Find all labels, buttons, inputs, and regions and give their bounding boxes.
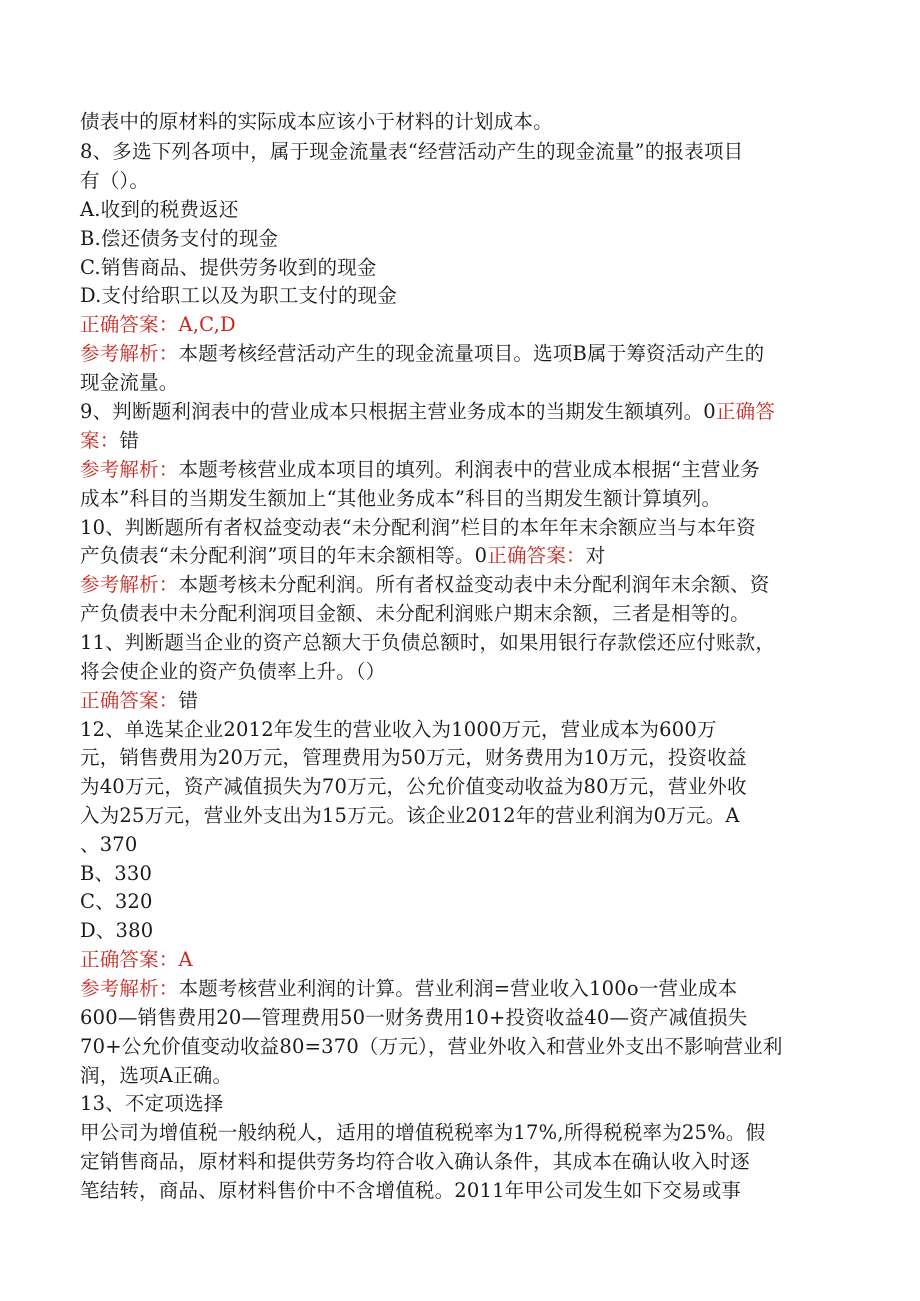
question-9: 9、判断题利润表中的营业成本只根据主营业务成本的当期发生额填列。0正确答 bbox=[80, 400, 776, 423]
option-b: B.偿还债务支付的现金 bbox=[80, 227, 279, 250]
text-line: 600—销售费用20—管理费用50一财务费用10+投资收益40—资产减值损失 bbox=[80, 1006, 748, 1029]
text-line: 元，销售费用为20万元，管理费用为50万元，财务费用为10万元，投资收益 bbox=[80, 746, 747, 769]
text-line: 现金流量。 bbox=[80, 371, 179, 394]
text-line: 为40万元，资产减值损失为70万元，公允价值变动收益为80万元，营业外收 bbox=[80, 775, 747, 798]
correct-answer: 正确答案：错 bbox=[80, 689, 199, 712]
text-line: 入为25万元，营业外支出为15万元。该企业2012年的营业利润为0万元。A bbox=[80, 804, 740, 827]
question-8: 8、多选下列各项中，属于现金流量表“经营活动产生的现金流量”的报表项目 bbox=[80, 140, 744, 163]
text-line: 将会使企业的资产负债率上升。（） bbox=[80, 660, 386, 683]
text-line: 润，选项A正确。 bbox=[80, 1064, 233, 1087]
question-12: 12、单选某企业2012年发生的营业收入为1000万元，营业成本为600万 bbox=[80, 718, 717, 741]
correct-answer: 案：错 bbox=[80, 429, 140, 452]
correct-answer: 正确答案：A,C,D bbox=[80, 313, 236, 336]
text-line: 成本”科目的当期发生额加上“其他业务成本”科目的当期发生额计算填列。 bbox=[80, 487, 722, 510]
option-d: D、380 bbox=[80, 919, 154, 942]
option-c: C、320 bbox=[80, 890, 153, 913]
option-a: A.收到的税费返还 bbox=[80, 198, 239, 221]
text-line: 产负债表中未分配利润项目金额、未分配利润账户期末余额，三者是相等的。 bbox=[80, 602, 750, 625]
text-line: 定销售商品，原材料和提供劳务均符合收入确认条件，其成本在确认收入时逐 bbox=[80, 1150, 750, 1173]
analysis: 参考解析：本题考核未分配利润。所有者权益变动表中未分配利润年末余额、资 bbox=[80, 573, 770, 596]
question-11: 11、判断题当企业的资产总额大于负债总额时，如果用银行存款偿还应付账款， bbox=[80, 631, 776, 654]
text-line: 甲公司为增值税一般纳税人，适用的增值税税率为17%,所得税税率为25%。假 bbox=[80, 1121, 766, 1144]
option-a: 、370 bbox=[80, 833, 138, 856]
correct-answer: 正确答案：A bbox=[80, 948, 193, 971]
text-line: 70+公允价值变动收益80=370（万元），营业外收入和营业外支出不影响营业利 bbox=[80, 1035, 783, 1058]
text-line: 债表中的原材料的实际成本应该小于材料的计划成本。 bbox=[80, 110, 553, 133]
option-d: D.支付给职工以及为职工支付的现金 bbox=[80, 284, 398, 307]
analysis: 参考解析：本题考核经营活动产生的现金流量项目。选项B属于筹资活动产生的 bbox=[80, 342, 765, 365]
text-line: 笔结转，商品、原材料售价中不含增值税。2011年甲公司发生如下交易或事 bbox=[80, 1179, 742, 1202]
analysis: 参考解析：本题考核营业成本项目的填列。利润表中的营业成本根据“主营业务 bbox=[80, 458, 760, 481]
text-line: 产负债表“未分配利润”项目的年末余额相等。0正确答案：对 bbox=[80, 544, 606, 567]
question-13: 13、不定项选择 bbox=[80, 1092, 224, 1115]
text-line: 有（）。 bbox=[80, 169, 150, 192]
analysis: 参考解析：本题考核营业利润的计算。营业利润=营业收入100o一营业成本 bbox=[80, 977, 738, 1000]
option-b: B、330 bbox=[80, 862, 153, 885]
option-c: C.销售商品、提供劳务收到的现金 bbox=[80, 256, 377, 279]
question-10: 10、判断题所有者权益变动表“未分配利润”栏目的本年年末余额应当与本年资 bbox=[80, 516, 756, 539]
